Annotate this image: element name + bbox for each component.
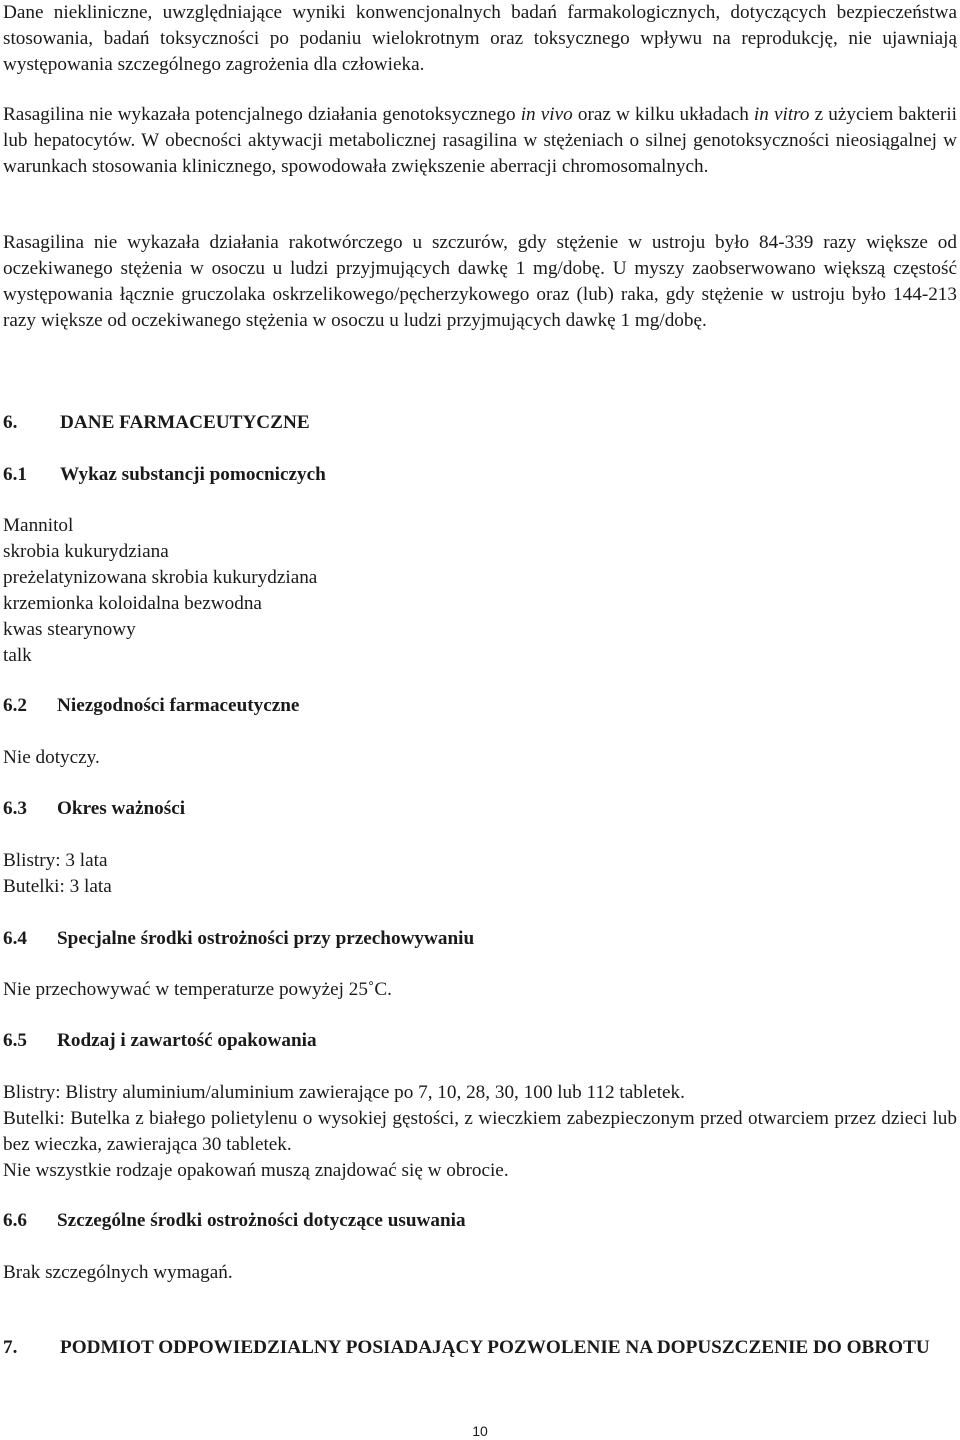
section-6-6-text: Brak szczególnych wymagań. <box>3 1262 233 1283</box>
packaging-note: Nie wszystkie rodzaje opakowań muszą znajdować się w obrocie. <box>3 1160 509 1181</box>
excipient-item: preżelatynizowana skrobia kukurydziana <box>3 567 318 588</box>
section-6-2-title: Niezgodności farmaceutyczne <box>57 695 300 716</box>
section-6-5-heading <box>3 1028 317 1054</box>
section-7-number: 7. <box>3 1337 18 1358</box>
paragraph-genotoxicity-part-1: Rasagilina nie wykazała potencjalnego działania genotoksycznego <box>3 104 521 125</box>
section-7-title: PODMIOT ODPOWIEDZIALNY POSIADAJĄCY POZWOLENIE NA DOPUSZCZENIE DO OBROTU <box>60 1337 930 1358</box>
excipient-item: skrobia kukurydziana <box>3 541 169 562</box>
section-6-2-number: 6.2 <box>3 695 27 716</box>
paragraph-genotoxicity-in-vitro: in vitro <box>753 104 810 125</box>
section-6-1-title: Wykaz substancji pomocniczych <box>60 464 326 485</box>
section-6-4-number: 6.4 <box>3 928 27 949</box>
section-6-6-number: 6.6 <box>3 1210 27 1231</box>
section-6-3-heading <box>3 796 185 822</box>
section-6-1-number: 6.1 <box>3 464 27 485</box>
section-7-heading <box>3 1335 957 1361</box>
section-6-2-heading <box>3 693 299 719</box>
paragraph-genotoxicity-part-2: oraz w kilku układach <box>572 104 754 125</box>
section-6-4-title: Specjalne środki ostrożności przy przechowywaniu <box>57 928 475 949</box>
section-6-4-text: Nie przechowywać w temperaturze powyżej 25˚C. <box>3 979 392 1000</box>
section-6-heading <box>3 410 310 436</box>
shelf-life-blisters: Blistry: 3 lata <box>3 850 108 871</box>
section-6-6-heading <box>3 1208 466 1234</box>
packaging-bottles: Butelki: Butelka z białego polietylenu o wysokiej gęstości, z wieczkiem zabezpieczonym przed otwarciem przez dzieci lub bez wieczka, zawierająca 30 tabletek. <box>3 1108 957 1155</box>
shelf-life-bottles: Butelki: 3 lata <box>3 876 112 897</box>
section-6-4-heading <box>3 926 474 952</box>
excipient-item: kwas stearynowy <box>3 619 136 640</box>
section-6-2-text: Nie dotyczy. <box>3 747 100 768</box>
section-6-title: DANE FARMACEUTYCZNE <box>60 412 310 433</box>
excipients-list <box>3 513 317 669</box>
paragraph-genotoxicity-part-3: z użyciem bakterii lub hepatocytów. W obecności aktywacji metabolicznej rasagilina w stężeniach o silnej genotoksyczności nieosiągalnej w warunkach stosowania klinicznego, spowodowała zwiększenie aberracji chromosomalnych. <box>3 104 957 177</box>
packaging-blisters: Blistry: Blistry aluminium/aluminium zawierające po 7, 10, 28, 30, 100 lub 112 tabletek. <box>3 1082 685 1103</box>
excipient-item: krzemionka koloidalna bezwodna <box>3 593 262 614</box>
excipient-item: talk <box>3 645 32 666</box>
excipient-item: Mannitol <box>3 515 74 536</box>
paragraph-nonclinical-data: Dane niekliniczne, uwzględniające wyniki konwencjonalnych badań farmakologicznych, dotyczących bezpieczeństwa stosowania, badań toksyczności po podaniu wielokrotnym oraz toksycznego wpływu na reprodukcję, nie ujawniają występowania szczególnego zagrożenia dla człowieka. <box>3 2 957 75</box>
section-6-5-number: 6.5 <box>3 1030 27 1051</box>
section-6-5-title: Rodzaj i zawartość opakowania <box>57 1030 317 1051</box>
section-6-3-title: Okres ważności <box>57 798 186 819</box>
paragraph-genotoxicity-in-vivo: in vivo <box>520 104 573 125</box>
section-6-6-title: Szczególne środki ostrożności dotyczące usuwania <box>57 1210 466 1231</box>
paragraph-genotoxicity <box>3 102 957 180</box>
page-number: 10 <box>472 1423 488 1439</box>
paragraph-carcinogenicity: Rasagilina nie wykazała działania rakotwórczego u szczurów, gdy stężenie w ustroju było 84-339 razy większe od oczekiwanego stężenia w osoczu u ludzi przyjmujących dawkę 1 mg/dobę. U myszy zaobserwowano większą częstość występowania łącznie gruczolaka oskrzelikowego/pęcherzykowego oraz (lub) raka, gdy stężenie w ustroju było 144-213 razy większe od oczekiwanego stężenia w osoczu u ludzi przyjmujących dawkę 1 mg/dobę. <box>3 232 957 331</box>
section-6-1-heading <box>3 462 326 488</box>
section-6-3-number: 6.3 <box>3 798 27 819</box>
section-6-number: 6. <box>3 412 18 433</box>
